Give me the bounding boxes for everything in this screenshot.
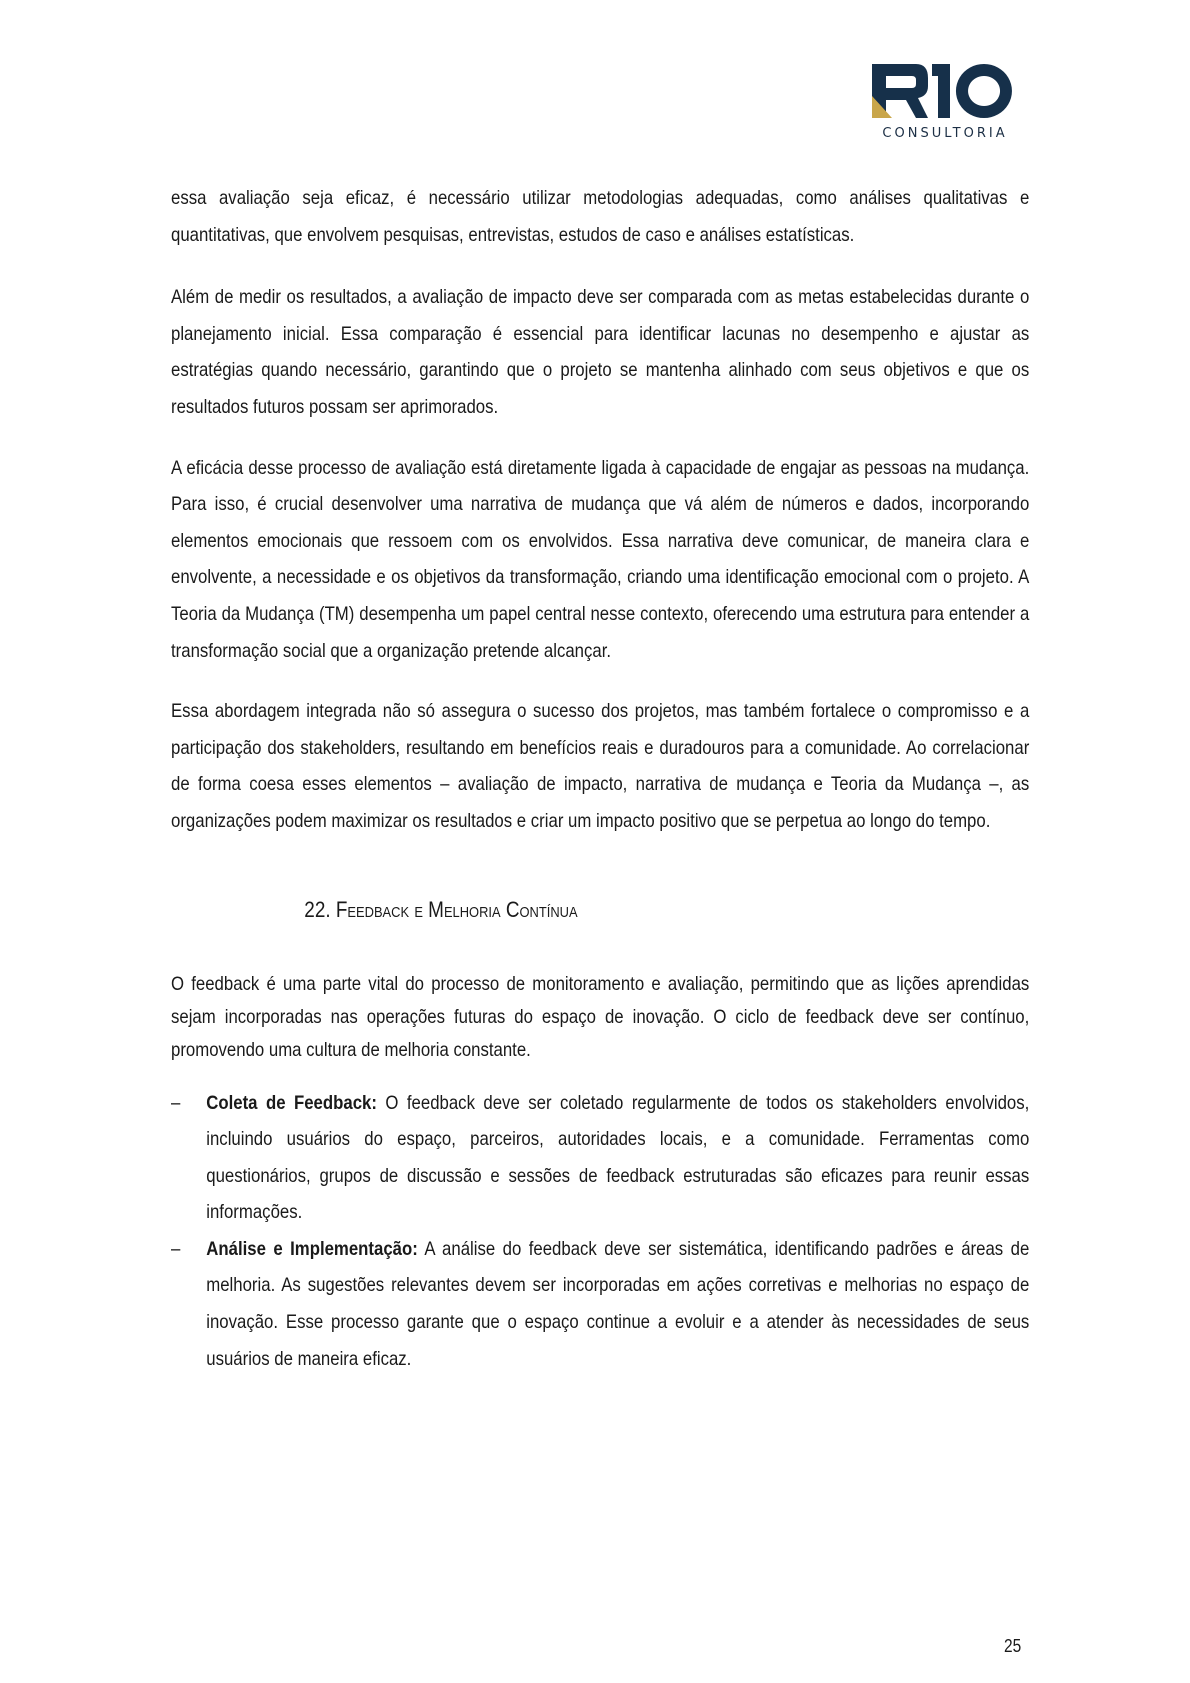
r10-logo-mark [870,60,1020,126]
logo-caption: CONSULTORIA [882,126,1008,141]
bullet-list [171,1085,1029,1378]
paragraph-4: Essa abordagem integrada não só assegura o sucesso dos projetos, mas também fortalece o compromisso e a participação dos stakeholders, resultando em benefícios reais e duradouros para a comunidade. Ao correlacionar de forma coesa esses elementos – avaliação de impacto, narrativa de mudança e Teoria da Mudança –, as organizações podem maximizar os resultados e criar um impacto positivo que se perpetua ao longo do tempo. [171,700,1030,832]
bullet-term: Análise e Implementação: [206,1237,418,1260]
paragraph-3: A eficácia desse processo de avaliação está diretamente ligada à capacidade de engajar as pessoas na mudança. Para isso, é crucial desenvolver uma narrativa de mudança que vá além de números e dados, incorporando elementos emocionais que ressoem com os envolvidos. Essa narrativa deve comunicar, de maneira clara e envolvente, a necessidade e os objetivos da transformação, criando uma identificação emocional com o projeto. A Teoria da Mudança (TM) desempenha um papel central nesse contexto, oferecendo uma estrutura para entender a transformação social que a organização pretende alcançar. [171,456,1030,662]
bullet-term: Coleta de Feedback: [206,1091,377,1114]
bullet-text: A análise do feedback deve ser sistemática, identificando padrões e áreas de melhoria. As sugestões relevantes devem ser incorporadas em ações corretivas e melhorias no espaço de inovação. Esse processo garante que o espaço continue a evoluir e a atender às necessidades de seus usuários de maneira eficaz. [206,1237,1030,1370]
bullet-dash: – [171,1091,181,1114]
company-logo [870,60,1020,145]
paragraph-5: O feedback é uma parte vital do processo de monitoramento e avaliação, permitindo que as lições aprendidas sejam incorporadas nas operações futuras do espaço de inovação. O ciclo de feedback deve ser contínuo, promovendo uma cultura de melhoria constante. [171,972,1030,1061]
section-heading: 22. Feedback e Melhoria Contínua [304,896,578,922]
page-content [171,180,1029,1377]
page-number: 25 [1004,1636,1022,1656]
bullet-dash: – [171,1237,181,1260]
paragraph-2: Além de medir os resultados, a avaliação de impacto deve ser comparada com as metas estabelecidas durante o planejamento inicial. Essa comparação é essencial para identificar lacunas no desempenho e ajustar as estratégias quando necessário, garantindo que o projeto se mantenha alinhado com seus objetivos e que os resultados futuros possam ser aprimorados. [171,286,1030,418]
bullet-item [171,1085,1029,1231]
bullet-text: O feedback deve ser coletado regularmente de todos os stakeholders envolvidos, incluindo usuários do espaço, parceiros, autoridades locais, e a comunidade. Ferramentas como questionários, grupos de discussão e sessões de feedback estruturadas são eficazes para reunir essas informações. [206,1091,1030,1224]
paragraph-1: essa avaliação seja eficaz, é necessário utilizar metodologias adequadas, como análises qualitativas e quantitativas, que envolvem pesquisas, entrevistas, estudos de caso e análises estatísticas. [171,187,1030,246]
bullet-item [171,1231,1029,1377]
